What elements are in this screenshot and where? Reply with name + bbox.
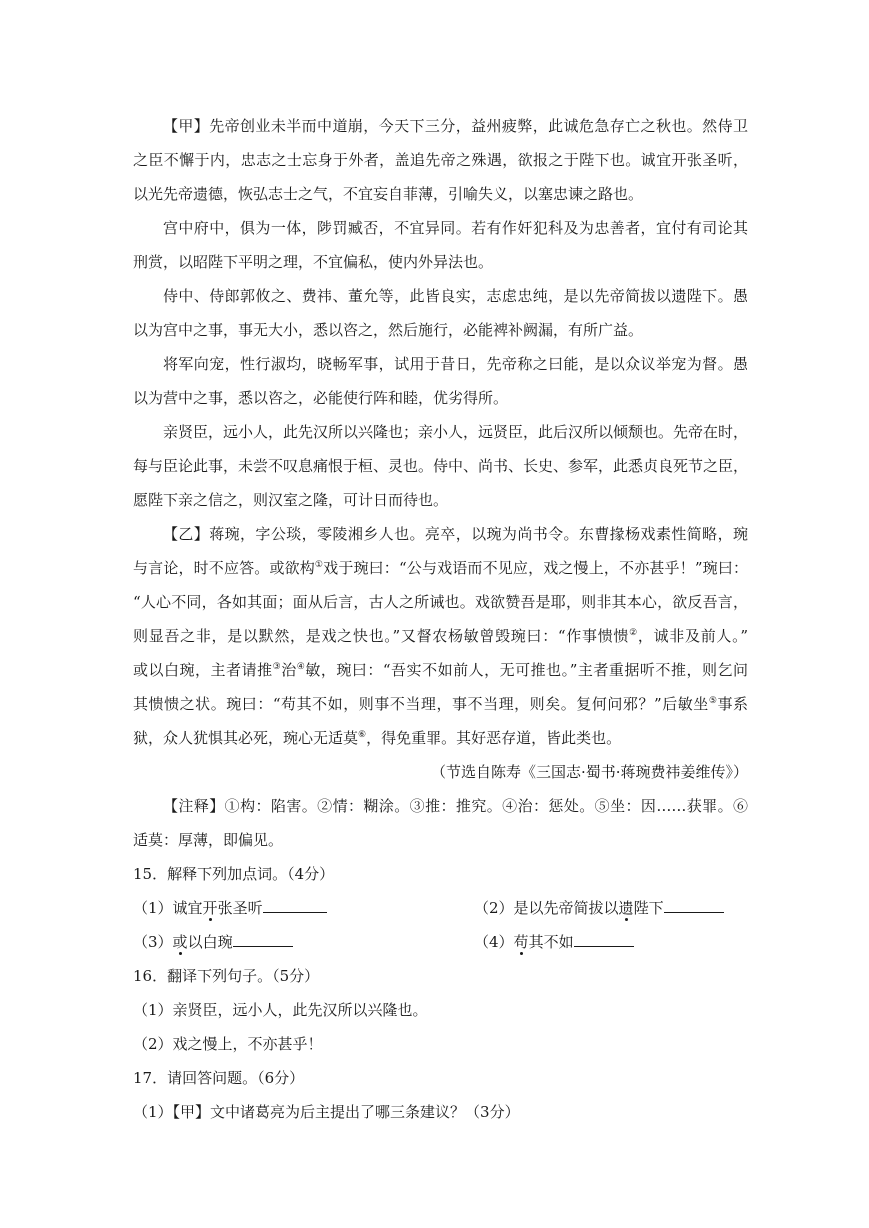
answer-blank[interactable] bbox=[574, 932, 634, 947]
passage-line: 【甲】先帝创业未半而中道崩，今天下三分，益州疲弊，此诚危急存亡之秋也。然侍卫 bbox=[163, 117, 748, 135]
sub-question: （2）是以先帝简拔以遗陛下 bbox=[474, 898, 724, 918]
question-title: 17．请回答问题。（6分） bbox=[133, 1069, 305, 1087]
passage-line: 则显吾之非，是以默然，是戏之快也。”又督农杨敏曾毁琬曰：“作事愦愦②，诚非及前人。” bbox=[133, 627, 748, 645]
passage-line: 侍中、侍郎郭攸之、费祎、董允等，此皆良实，志虑忠纯，是以先帝简拔以遗陛下。愚 bbox=[163, 287, 748, 305]
passage-line: 以为营中之事，悉以咨之，必能使行阵和睦，优劣得所。 bbox=[133, 389, 509, 407]
passage-line: 与言论，时不应答。或欲构①戏于琬曰：“公与戏语而不见应，戏之慢上，不亦甚乎！”琬曰： bbox=[133, 559, 748, 577]
passage-line: 亲贤臣，远小人，此先汉所以兴隆也；亲小人，远贤臣，此后汉所以倾颓也。先帝在时， bbox=[163, 423, 749, 441]
note-line: 【注释】①构：陷害。②情：糊涂。③推：推究。④治：惩处。⑤坐：因……获罪。⑥ bbox=[163, 797, 748, 815]
passage-line: 刑赏，以昭陛下平明之理，不宜偏私，使内外异法也。 bbox=[133, 253, 494, 271]
sub-question: （2）戏之慢上，不亦甚乎！ bbox=[133, 1035, 323, 1053]
sub-question: （1）亲贤臣，远小人，此先汉所以兴隆也。 bbox=[133, 1001, 428, 1019]
footnote-mark: ④ bbox=[296, 662, 306, 672]
answer-blank[interactable] bbox=[664, 898, 724, 913]
dotted-word: 或 bbox=[172, 933, 188, 951]
question-title: 15．解释下列加点词。（4分） bbox=[133, 865, 335, 883]
passage-line: 之臣不懈于内，忠志之士忘身于外者，盖追先帝之殊遇，欲报之于陛下也。诚宜开张圣听， bbox=[133, 151, 748, 169]
answer-blank[interactable] bbox=[263, 898, 327, 913]
sub-question: （1）【甲】文中诸葛亮为后主提出了哪三条建议？（3分） bbox=[133, 1103, 520, 1121]
dotted-word: 苟 bbox=[513, 933, 529, 951]
source-citation: （节选自陈寿《三国志·蜀书·蒋琬费祎姜维传》） bbox=[430, 763, 748, 781]
answer-blank[interactable] bbox=[233, 932, 293, 947]
footnote-mark: ② bbox=[629, 628, 638, 638]
passage-line: “人心不同，各如其面；面从后言，古人之所诫也。戏欲赞吾是耶，则非其本心，欲反吾言， bbox=[133, 593, 748, 611]
dotted-word: 开 bbox=[202, 899, 218, 917]
passage-line: 狱，众人犹惧其必死，琬心无适莫⑥，得免重罪。其好恶存道，皆此类也。 bbox=[133, 729, 622, 747]
passage-line: 愿陛下亲之信之，则汉室之隆，可计日而待也。 bbox=[133, 491, 449, 509]
footnote-mark: ① bbox=[314, 560, 324, 570]
passage-line: 宫中府中，俱为一体，陟罚臧否，不宜异同。若有作奸犯科及为忠善者，宜付有司论其 bbox=[163, 219, 748, 237]
passage-line: 以为宫中之事，事无大小，悉以咨之，然后施行，必能裨补阙漏，有所广益。 bbox=[133, 321, 644, 339]
footnote-mark: ⑥ bbox=[358, 730, 367, 740]
footnote-mark: ⑤ bbox=[708, 696, 718, 706]
passage-line: 每与臣论此事，未尝不叹息痛恨于桓、灵也。侍中、尚书、长史、参军，此悉贞良死节之臣， bbox=[133, 457, 749, 475]
footnote-mark: ③ bbox=[272, 662, 282, 672]
passage-line: 【乙】蒋琬，字公琰，零陵湘乡人也。亮卒，以琬为尚书令。东曹掾杨戏素性简略，琬 bbox=[163, 525, 748, 543]
passage-line: 或以白琬，主者请推③治④敏，琬曰：“吾实不如前人，无可推也。”主者重据听不推，则乞问 bbox=[133, 661, 748, 679]
dotted-word: 遗 bbox=[618, 899, 634, 917]
passage-line: 以光先帝遗德，恢弘志士之气，不宜妄自菲薄，引喻失义，以塞忠谏之路也。 bbox=[133, 185, 644, 203]
sub-question: （4）苟其不如 bbox=[474, 932, 634, 952]
sub-question: （3）或以白琬 bbox=[133, 932, 293, 952]
question-title: 16．翻译下列句子。（5分） bbox=[133, 967, 320, 985]
sub-question: （1）诚宜开张圣听 bbox=[133, 898, 327, 918]
passage-line: 将军向宠，性行淑均，晓畅军事，试用于昔日，先帝称之曰能，是以众议举宠为督。愚 bbox=[163, 355, 748, 373]
note-line: 适莫：厚薄，即偏见。 bbox=[133, 831, 284, 849]
passage-line: 其愦愦之状。琬曰：“苟其不如，则事不当理，事不当理，则矣。复何问邪？”后敏坐⑤事系 bbox=[133, 695, 748, 713]
